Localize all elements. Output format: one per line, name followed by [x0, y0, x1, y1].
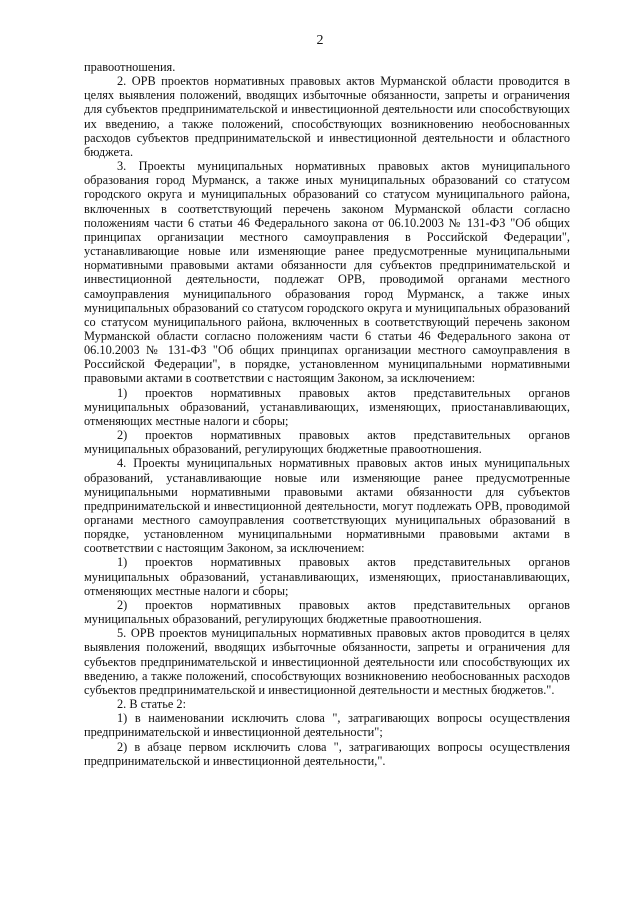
- list-item: 1) проектов нормативных правовых актов представительных органов муниципальных образований, устанавливающих, изменяющих, приостанавливающих, отменяющих местные налоги и сборы;: [84, 555, 570, 598]
- paragraph-section-2: 2. ОРВ проектов нормативных правовых актов Мурманской области проводится в целях выявления положений, вводящих избыточные обязанности, запреты и ограничения для субъектов предпринимательской и инвестиционной деятельности или способствующих их введению, а также положений, способствующих возникновению необоснованных расходов субъектов предпринимательской и инвестиционной деятельности и областного бюджета.: [84, 74, 570, 159]
- paragraph-section-3: 3. Проекты муниципальных нормативных правовых актов муниципального образования город Мурманск, а также иных муниципальных образований со статусом городского округа и муниципальных образований со статусом муниципального района, включенных в соответствующий перечень законом Мурманской области согласно положениям части 6 статьи 46 Федерального закона от 06.10.2003 № 131-ФЗ "Об общих принципах организации местного самоуправления в Российской Федерации", устанавливающие новые или изменяющие ранее предусмотренные муниципальными нормативными правовыми актами обязанности для субъектов предпринимательской и инвестиционной деятельности, подлежат ОРВ, проводимой органами местного самоуправления муниципального образования город Мурманск, а также иных муниципальных образований со статусом городского округа и муниципальных образований со статусом муниципального района, включенных в соответствующий перечень законом Мурманской области согласно положениям части 6 статьи 46 Федерального закона от 06.10.2003 № 131-ФЗ "Об общих принципах организации местного самоуправления в Российской Федерации", в порядке, установленном муниципальными нормативными правовыми актами в соответствии с настоящим Законом, за исключением:: [84, 159, 570, 386]
- list-item: 2) проектов нормативных правовых актов представительных органов муниципальных образований, регулирующих бюджетные правоотношения.: [84, 597, 570, 627]
- document-body: [84, 60, 570, 768]
- paragraph-section-5: 5. ОРВ проектов муниципальных нормативных правовых актов проводится в целях выявления положений, вводящих избыточные обязанности, запреты и ограничения для субъектов предпринимательской и инвестиционной деятельности или способствующих их введению, а также положений, способствующих возникновению необоснованных расходов субъектов предпринимательской и инвестиционной деятельности и местных бюджетов.".: [84, 626, 570, 697]
- paragraph-continuation: правоотношения.: [84, 60, 176, 74]
- list-item: 1) проектов нормативных правовых актов представительных органов муниципальных образований, устанавливающих, изменяющих, приостанавливающих, отменяющих местные налоги и сборы;: [84, 385, 570, 428]
- paragraph-article-2-heading: 2. В статье 2:: [117, 697, 187, 712]
- list-item: 2) в абзаце первом исключить слова ", затрагивающих вопросы осуществления предпринимательской и инвестиционной деятельности,".: [84, 739, 570, 768]
- paragraph-section-4: 4. Проекты муниципальных нормативных правовых актов иных муниципальных образований, устанавливающие новые или изменяющие ранее предусмотренные муниципальными нормативными правовыми актами обязанности для субъектов предпринимательской и инвестиционной деятельности, могут подлежать ОРВ, проводимой органами местного самоуправления соответствующих муниципальных образований в порядке, установленном муниципальными нормативными правовыми актами в соответствии с настоящим Законом, за исключением:: [84, 456, 570, 556]
- list-item: 2) проектов нормативных правовых актов представительных органов муниципальных образований, регулирующих бюджетные правоотношения.: [84, 428, 570, 457]
- page-number: 2: [316, 33, 324, 48]
- list-item: 1) в наименовании исключить слова ", затрагивающих вопросы осуществления предпринимательской и инвестиционной деятельности";: [84, 711, 570, 740]
